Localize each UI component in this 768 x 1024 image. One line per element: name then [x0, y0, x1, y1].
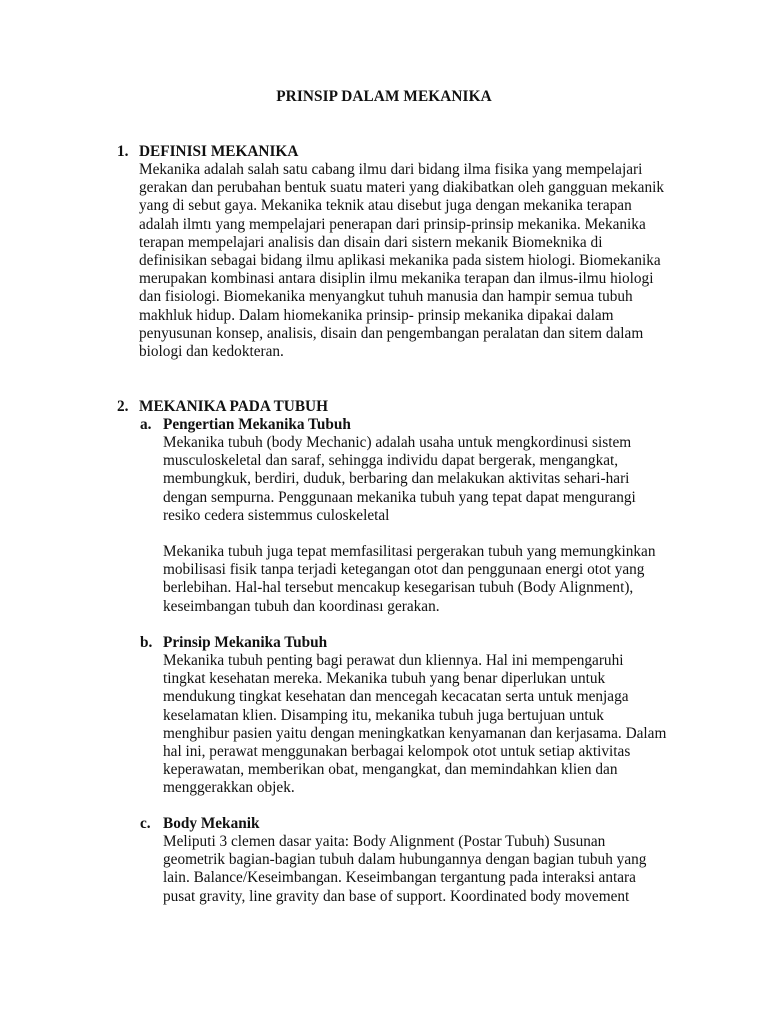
paragraph-line: menggerakkan objek.	[163, 779, 295, 797]
paragraph-line: adalah ilmtı yang mempelajari penerapan dari prinsip-prinsip mekanika. Mekanika	[139, 215, 646, 233]
paragraph-line: mendukung tingkat kesehatan dan mencegah kecacatan serta untuk menjaga	[163, 688, 629, 706]
paragraph-line: definisikan sebagai bidang ilmu aplikasi mekanika pada sistem hiologi. Biomekanika	[139, 252, 661, 270]
paragraph-line: membungkuk, berdiri, duduk, berbaring dan melakukan aktivitas sehari-hari	[163, 470, 630, 488]
paragraph-line: pusat gravity, line gravity dan base of support. Koordinated body movement	[163, 887, 630, 905]
subsection-a-paragraph-1	[163, 434, 636, 525]
paragraph-line: dan fisiologi. Biomekanika menyangkut tuhuh manusia dan hampir semua tubuh	[139, 288, 633, 306]
paragraph-line: lain. Balance/Keseimbangan. Keseimbangan tergantung pada interaksi antara	[163, 869, 636, 887]
subsection-b-heading: Prinsip Mekanika Tubuh	[163, 634, 328, 651]
paragraph-line: geometrik bagian-bagian tubuh dalam hubungannya dengan bagian tubuh yang	[163, 851, 647, 869]
paragraph-line: yang di sebut gaya. Mekanika teknik atau disebut juga dengan mekanika terapan	[139, 197, 632, 215]
paragraph-line: musculoskeletal dan saraf, sehingga individu dapat bergerak, mengangkat,	[163, 452, 619, 470]
paragraph-line: berlebihan. Hal-hal tersebut mencakup kesegarisan tubuh (Body Alignment),	[163, 579, 634, 597]
subsection-b-letter: b.	[140, 634, 153, 651]
paragraph-line: dengan sempurna. Penggunaan mekanika tubuh yang tepat dapat mengurangi	[163, 488, 636, 506]
paragraph-line: Mekanika tubuh juga tepat memfasilitasi pergerakan tubuh yang memungkinkan	[163, 543, 656, 560]
subsection-b-paragraph	[163, 652, 666, 798]
section-1-heading: DEFINISI MEKANIKA	[139, 143, 299, 160]
paragraph-line: hal ini, perawat menggunakan berbagai kelompok otot untuk setiap aktivitas	[163, 743, 631, 761]
section-1-paragraph	[139, 161, 664, 361]
page-title: PRINSIP DALAM MEKANIKA	[276, 88, 492, 105]
paragraph-line: gerakan dan perubahan bentuk suatu materi yang diakibatkan oleh gangguan mekanik	[139, 179, 665, 197]
paragraph-line: Meliputi 3 clemen dasar yaita: Body Alignment (Postar Tubuh) Susunan	[163, 833, 606, 850]
paragraph-line: menghibur pasien yaitu dengan meningkatkan kenyamanan dan kerjasama. Dalam	[163, 724, 667, 742]
paragraph-line: resiko cedera sistemmus culoskeletal	[163, 506, 390, 524]
subsection-c-paragraph	[163, 833, 646, 906]
subsection-a-paragraph-2	[163, 543, 656, 616]
section-2-heading: MEKANIKA PADA TUBUH	[139, 398, 328, 415]
paragraph-line: tingkat kesehatan mereka. Mekanika tubuh yang benar diperlukan untuk	[163, 670, 606, 688]
paragraph-line: makhluk hidup. Dalam hiomekanika prinsip- prinsip mekanika dipakai dalam	[139, 306, 614, 324]
paragraph-line: biologi dan kedokteran.	[139, 343, 284, 361]
subsection-a-letter: a.	[140, 416, 152, 433]
paragraph-line: keperawatan, memberikan obat, mengangkat, dan memindahkan klien dan	[163, 761, 618, 779]
paragraph-line: terapan mempelajari analisis dan disain dari sistern mekanik Biomeknika di	[139, 233, 603, 251]
subsection-a-heading: Pengertian Mekanika Tubuh	[163, 416, 351, 433]
paragraph-line: keselamatan klien. Disamping itu, mekanika tubuh juga bertujuan untuk	[163, 706, 604, 724]
section-1-number: 1.	[117, 143, 129, 160]
paragraph-line: mobilisasi fisik tanpa terjadi ketegangan otot dan penggunaan energi otot yang	[163, 561, 645, 579]
paragraph-line: keseimbangan tubuh dan koordinası gerakan.	[163, 597, 440, 615]
section-2-number: 2.	[117, 398, 129, 415]
paragraph-line: penyusunan konsep, analisis, disain dan pengembangan peralatan dan sitem dalam	[139, 324, 644, 342]
paragraph-line: Mekanika tubuh penting bagi perawat dun kliennya. Hal ini mempengaruhi	[163, 652, 624, 669]
subsection-c-letter: c.	[140, 815, 151, 832]
paragraph-line: Mekanika adalah salah satu cabang ilmu dari bidang ilma fisika yang mempelajari	[139, 161, 643, 178]
subsection-c-heading: Body Mekanik	[163, 815, 260, 832]
paragraph-line: Mekanika tubuh (body Mechanic) adalah usaha untuk mengkordinusi sistem	[163, 434, 632, 451]
paragraph-line: merupakan kombinasi antara disiplin ilmu mekanika terapan dan ilmus-ilmu hiologi	[139, 270, 654, 288]
